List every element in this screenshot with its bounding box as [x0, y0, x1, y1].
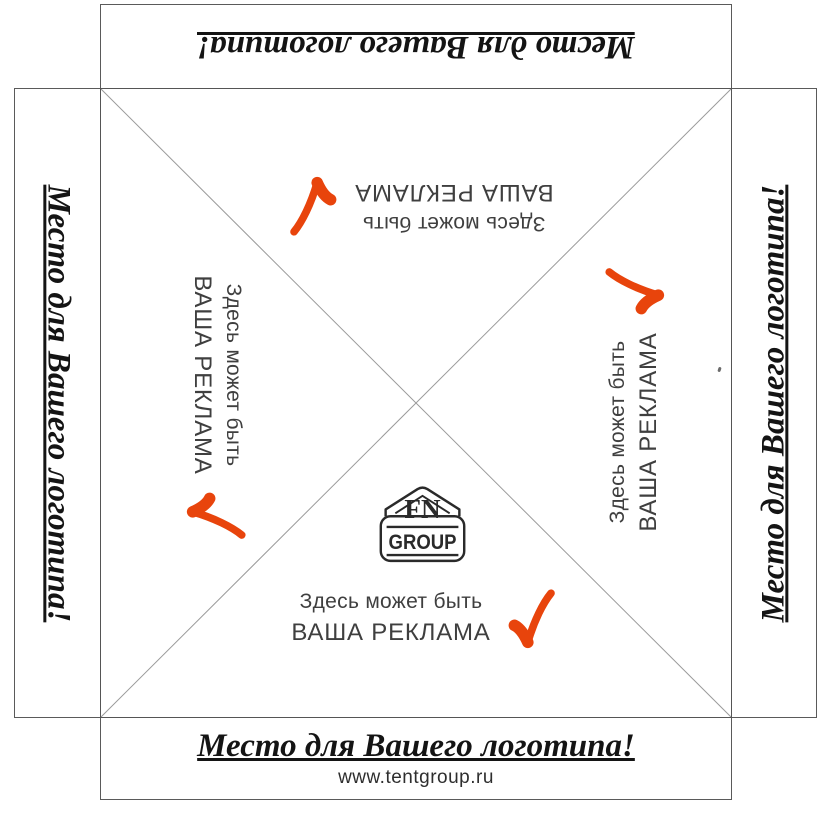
logo-name: GROUP: [388, 530, 457, 555]
flap-left: [14, 88, 100, 718]
check-icon: [507, 587, 557, 653]
ad-zone-top: [288, 172, 553, 242]
check-icon: [182, 491, 248, 541]
ad-line2: ВАША РЕКЛАМА: [291, 618, 491, 646]
ad-line1: Здесь может быть: [362, 212, 546, 236]
ad-zone-bottom: [291, 583, 556, 653]
ad-line2: ВАША РЕКЛАМА: [354, 179, 554, 207]
flap-right-label: Место для Вашего логотипа!: [755, 184, 792, 622]
ad-zone-right-text: [606, 332, 663, 531]
canopy-panel: [100, 88, 732, 718]
ad-zone-left: [182, 275, 252, 540]
ad-line1: Здесь может быть: [222, 283, 246, 467]
logo-monogram: FN: [404, 494, 441, 525]
flap-bottom-label: Место для Вашего логотипа!: [197, 728, 635, 764]
flap-top-label: Место для Вашего логотипа!: [197, 29, 635, 65]
ad-zone-top-text: [354, 179, 553, 236]
ad-line1: Здесь может быть: [299, 589, 483, 613]
check-icon: [288, 172, 338, 238]
check-icon: [603, 266, 669, 316]
ad-zone-right: [599, 266, 669, 531]
ad-line2: ВАША РЕКЛАМА: [634, 332, 662, 532]
fn-group-logo: [374, 483, 471, 565]
flap-right: [732, 88, 817, 718]
flap-top: [100, 4, 732, 88]
ad-zone-left-text: [189, 275, 246, 474]
ad-line1: Здесь может быть: [605, 340, 629, 524]
ad-zone-bottom-text: [291, 590, 490, 647]
flap-bottom: [100, 718, 732, 800]
flap-left-label: Место для Вашего логотипа!: [40, 184, 76, 622]
website-url: www.tentgroup.ru: [338, 767, 494, 788]
ad-line2: ВАША РЕКЛАМА: [189, 275, 217, 475]
